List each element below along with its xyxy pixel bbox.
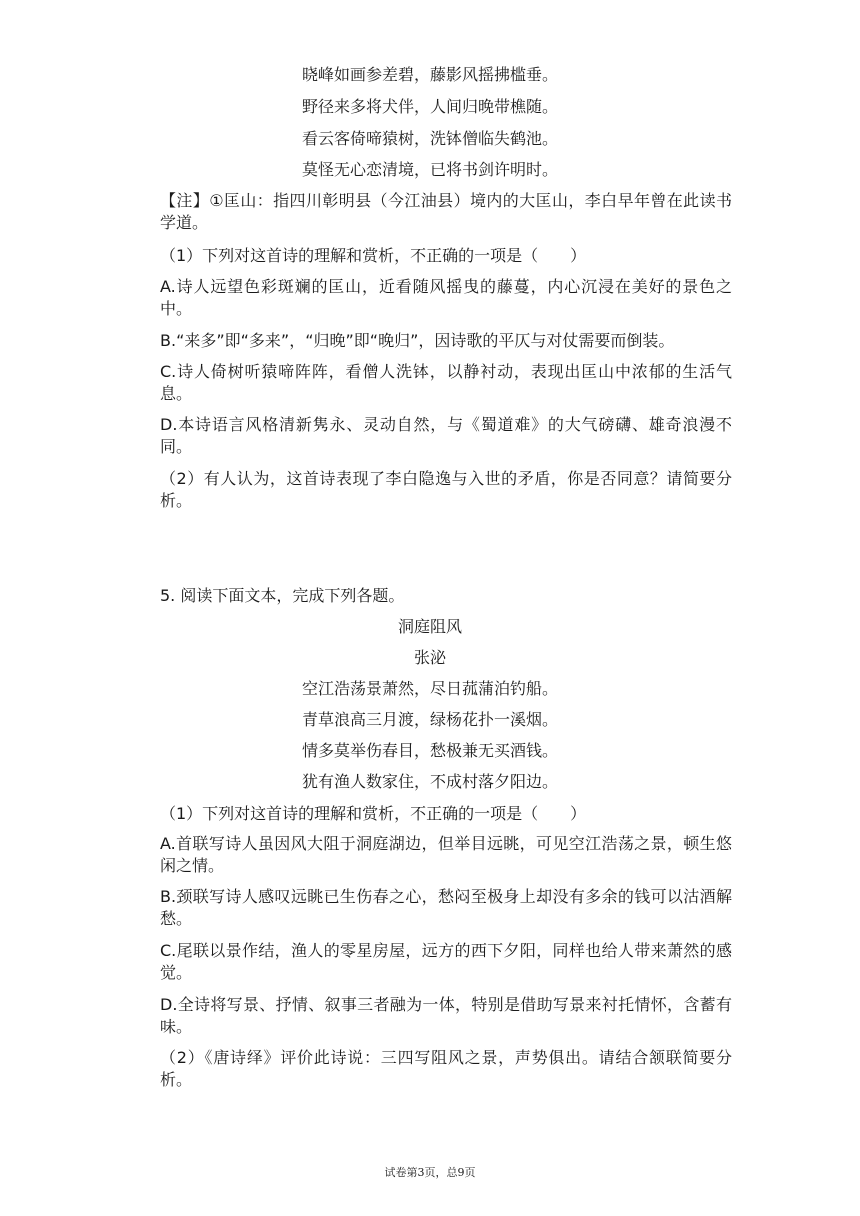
poem1-line-1: 晓峰如画参差碧，藤影风摇拂槛垂。 — [301, 65, 558, 84]
poem2-option-b: B.颈联写诗人感叹远眺已生伤春之心，愁闷至极身上却没有多余的钱可以沽酒解愁。 — [160, 887, 732, 928]
poem1-line-4: 莫怪无心恋清境，已将书剑许明时。 — [301, 160, 558, 179]
poem2-option-d: D.全诗将写景、抒情、叙事三者融为一体，特别是借助写景来衬托情怀，含蓄有味。 — [160, 995, 732, 1036]
section5-heading: 5. 阅读下面文本，完成下列各题。 — [160, 586, 405, 605]
poem1-line-3: 看云客倚啼猿树，洗钵僧临失鹤池。 — [301, 129, 558, 148]
poem2-author: 张泌 — [413, 648, 446, 667]
poem1-question-2: （2）有人认为，这首诗表现了李白隐逸与入世的矛盾，你是否同意？请简要分析。 — [160, 469, 732, 510]
poem2-question-1: （1）下列对这首诗的理解和赏析，不正确的一项是（ ） — [160, 804, 587, 823]
poem2-line-4: 犹有渔人数家住，不成村落夕阳边。 — [301, 772, 558, 791]
poem1-question-1: （1）下列对这首诗的理解和赏析，不正确的一项是（ ） — [160, 246, 587, 265]
poem1-option-a: A.诗人远望色彩斑斓的匡山，近看随风摇曳的藤蔓，内心沉浸在美好的景色之中。 — [160, 277, 732, 318]
poem1-option-c: C.诗人倚树听猿啼阵阵，看僧人洗钵，以静衬动，表现出匡山中浓郁的生活气息。 — [160, 362, 732, 403]
poem1-note: 【注】①匡山：指四川彰明县（今江油县）境内的大匡山，李白早年曾在此读书学道。 — [160, 191, 732, 232]
poem2-option-c: C.尾联以景作结，渔人的零星房屋，远方的西下夕阳，同样也给人带来萧然的感觉。 — [160, 941, 732, 982]
poem2-line-3: 情多莫举伤春目，愁极兼无买酒钱。 — [301, 741, 558, 760]
poem2-title: 洞庭阻风 — [397, 617, 462, 636]
poem2-line-2: 青草浪高三月渡，绿杨花扑一溪烟。 — [301, 710, 558, 729]
poem2-line-1: 空江浩荡景萧然，尽日菰蒲泊钓船。 — [301, 679, 558, 698]
poem2-question-2: （2）《唐诗绎》评价此诗说：三四写阻风之景，声势俱出。请结合颔联简要分析。 — [160, 1048, 732, 1089]
poem1-option-d: D.本诗语言风格清新隽永、灵动自然，与《蜀道难》的大气磅礴、雄奇浪漫不同。 — [160, 415, 732, 456]
poem1-line-2: 野径来多将犬伴，人间归晚带樵随。 — [301, 97, 558, 116]
poem1-option-b: B.“来多”即“多来”，“归晚”即“晚归”，因诗歌的平仄与对仗需要而倒装。 — [160, 331, 675, 350]
page-footer: 试卷第3页，总9页 — [384, 1166, 476, 1179]
poem2-option-a: A.首联写诗人虽因风大阻于洞庭湖边，但举目远眺，可见空江浩荡之景，顿生悠闲之情。 — [160, 834, 732, 875]
